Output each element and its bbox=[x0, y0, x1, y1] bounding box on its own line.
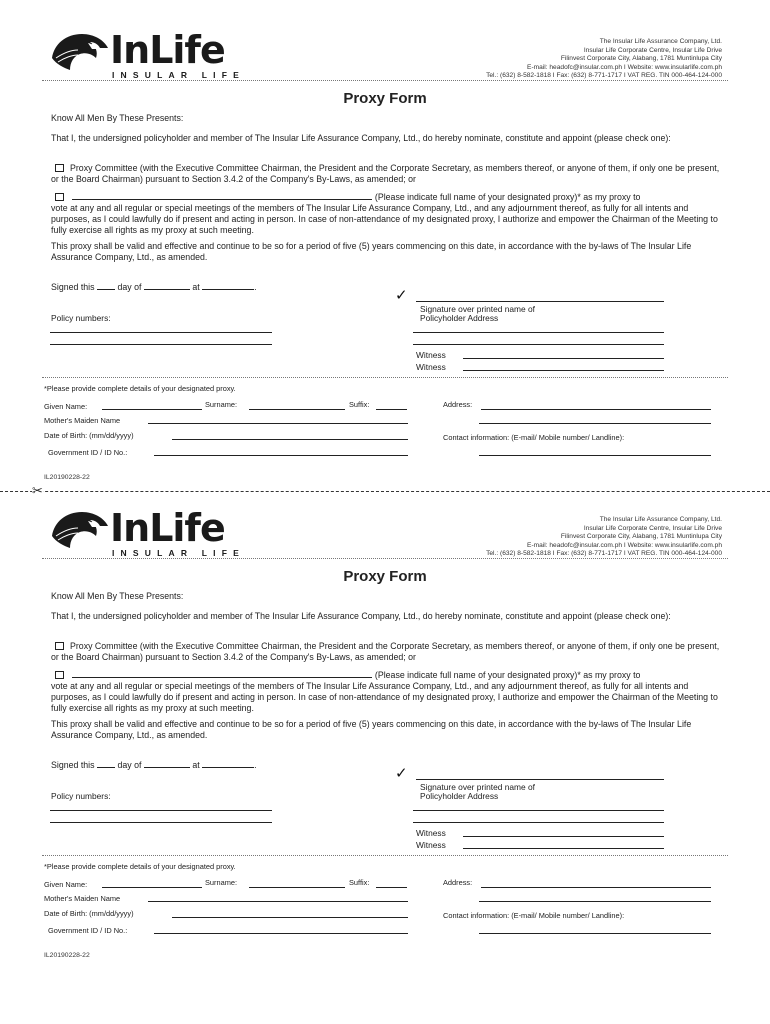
footnote: *Please provide complete details of your designated proxy. bbox=[44, 862, 236, 871]
witness-label-2: Witness bbox=[416, 362, 446, 372]
suffix-field[interactable] bbox=[376, 409, 407, 410]
option-designated-proxy bbox=[51, 670, 721, 714]
header-divider bbox=[42, 558, 728, 559]
logo-subtitle: INSULAR LIFE bbox=[112, 70, 245, 80]
appoint-text: That I, the undersigned policyholder and member of The Insular Life Assurance Company, Ltd., do hereby nominate, constitute and appoint (please check one): bbox=[51, 611, 671, 621]
header-divider bbox=[42, 80, 728, 81]
witness-field-1[interactable] bbox=[463, 358, 664, 359]
proxy-name-field[interactable] bbox=[72, 192, 372, 200]
day-field[interactable] bbox=[97, 282, 115, 290]
policy-number-field-1[interactable] bbox=[50, 810, 272, 811]
proxy-committee-checkbox[interactable] bbox=[55, 642, 64, 650]
address-field-2[interactable] bbox=[413, 344, 664, 345]
suffix-field[interactable] bbox=[376, 887, 407, 888]
gov-id-field[interactable] bbox=[154, 933, 408, 934]
maiden-name-label: Mother's Maiden Name bbox=[44, 894, 121, 903]
eagle-icon bbox=[48, 28, 110, 74]
signed-line bbox=[51, 760, 721, 771]
signature-field[interactable] bbox=[416, 779, 664, 780]
gov-id-label: Government ID / ID No.: bbox=[48, 926, 128, 935]
surname-label: Surname: bbox=[205, 400, 238, 409]
signed-at-label: at bbox=[192, 282, 200, 292]
witness-field-2[interactable] bbox=[463, 370, 664, 371]
maiden-name-field[interactable] bbox=[148, 901, 408, 902]
company-contact: E-mail: headofc@insular.com.ph I Website: www.insularlife.com.ph bbox=[527, 63, 722, 71]
proxy-form-top bbox=[0, 14, 770, 492]
signature-label: Signature over printed name of bbox=[420, 304, 535, 314]
validity-text: This proxy shall be valid and effective and continue to be so for a period of five (5) years commencing on this date, in accordance with the by-laws of The Insular Life Assurance Company, Ltd., as amended. bbox=[51, 241, 692, 262]
proxy-form-bottom bbox=[0, 492, 770, 970]
company-building: Insular Life Corporate Centre, Insular Life Drive bbox=[583, 524, 722, 532]
form-code: IL20190228-22 bbox=[44, 952, 90, 959]
designated-proxy-checkbox[interactable] bbox=[55, 193, 64, 201]
gov-id-field[interactable] bbox=[154, 455, 408, 456]
witness-field-1[interactable] bbox=[463, 836, 664, 837]
witness-label-1: Witness bbox=[416, 828, 446, 838]
proxy-address-field[interactable] bbox=[481, 887, 711, 888]
form-title: Proxy Form bbox=[343, 568, 427, 585]
section-divider bbox=[42, 855, 728, 856]
policyholder-address-label: Policyholder Address bbox=[420, 791, 499, 801]
signature-label: Signature over printed name of bbox=[420, 782, 535, 792]
gov-id-label: Government ID / ID No.: bbox=[48, 448, 128, 457]
contact-label: Contact information: (E-mail/ Mobile number/ Landline): bbox=[443, 433, 625, 442]
eagle-icon bbox=[48, 506, 110, 552]
address-label: Address: bbox=[443, 400, 473, 409]
dob-field[interactable] bbox=[172, 439, 408, 440]
form-code: IL20190228-22 bbox=[44, 474, 90, 481]
option-designated-proxy bbox=[51, 192, 721, 236]
maiden-name-field[interactable] bbox=[148, 423, 408, 424]
option-2-suffix: (Please indicate full name of your designated proxy)* as my proxy to bbox=[374, 670, 641, 680]
option-proxy-committee bbox=[51, 641, 721, 663]
option-2-suffix: (Please indicate full name of your designated proxy)* as my proxy to bbox=[374, 192, 641, 202]
company-contact: E-mail: headofc@insular.com.ph I Website: www.insularlife.com.ph bbox=[527, 541, 722, 549]
option-2-text: vote at any and all regular or special meetings of the members of The Insular Life Assurance Company, Ltd., and any adjournment thereof, as fully for all intents and purposes, as I could lawfully do if present and acting in person. In case of non-attendance of my designated proxy, I authorize and empower the Chairman of the Meeting to fully exercise all rights as my proxy at such meeting. bbox=[51, 203, 718, 235]
address-field-1[interactable] bbox=[413, 332, 664, 333]
checkmark-icon: ✓ bbox=[395, 765, 408, 782]
intro-text: Know All Men By These Presents: bbox=[51, 113, 184, 123]
signed-prefix: Signed this bbox=[51, 282, 95, 292]
address-label: Address: bbox=[443, 878, 473, 887]
contact-field[interactable] bbox=[479, 933, 711, 934]
address-field-2[interactable] bbox=[413, 822, 664, 823]
suffix-label: Suffix: bbox=[349, 400, 370, 409]
day-field[interactable] bbox=[97, 760, 115, 768]
policy-number-field-1[interactable] bbox=[50, 332, 272, 333]
company-city: Filinvest Corporate City, Alabang, 1781 Muntinlupa City bbox=[560, 55, 722, 62]
company-address-block bbox=[486, 516, 722, 559]
company-address-block bbox=[486, 38, 722, 81]
company-name: The Insular Life Assurance Company, Ltd. bbox=[599, 516, 722, 523]
option-proxy-committee bbox=[51, 163, 721, 185]
inlife-logo bbox=[48, 28, 248, 88]
signed-end: . bbox=[254, 282, 257, 292]
surname-label: Surname: bbox=[205, 878, 238, 887]
intro-text: Know All Men By These Presents: bbox=[51, 591, 184, 601]
company-name: The Insular Life Assurance Company, Ltd. bbox=[599, 38, 722, 45]
option-2-text: vote at any and all regular or special meetings of the members of The Insular Life Assurance Company, Ltd., and any adjournment thereof, as fully for all intents and purposes, as I could lawfully do if present and acting in person. In case of non-attendance of my designated proxy, I authorize and empower the Chairman of the Meeting to fully exercise all rights as my proxy at such meeting. bbox=[51, 681, 718, 713]
dob-label: Date of Birth: (mm/dd/yyyy) bbox=[44, 909, 134, 918]
company-tel: Tel.: (632) 8-582-1818 I Fax: (632) 8-771-1717 I VAT REG. TIN 000-464-124-000 bbox=[486, 550, 722, 557]
logo-subtitle: INSULAR LIFE bbox=[112, 548, 245, 558]
dob-field[interactable] bbox=[172, 917, 408, 918]
signed-prefix: Signed this bbox=[51, 760, 95, 770]
given-name-field[interactable] bbox=[102, 887, 202, 888]
month-field[interactable] bbox=[144, 760, 190, 768]
month-field[interactable] bbox=[144, 282, 190, 290]
witness-field-2[interactable] bbox=[463, 848, 664, 849]
signed-line bbox=[51, 282, 721, 293]
policy-numbers-label: Policy numbers: bbox=[51, 791, 111, 801]
signed-at-label: at bbox=[192, 760, 200, 770]
validity-text: This proxy shall be valid and effective and continue to be so for a period of five (5) years commencing on this date, in accordance with the by-laws of The Insular Life Assurance Company, Ltd., as amended. bbox=[51, 719, 692, 740]
proxy-name-field[interactable] bbox=[72, 670, 372, 678]
dob-label: Date of Birth: (mm/dd/yyyy) bbox=[44, 431, 134, 440]
proxy-committee-checkbox[interactable] bbox=[55, 164, 64, 172]
given-name-field[interactable] bbox=[102, 409, 202, 410]
given-name-label: Given Name: bbox=[44, 402, 88, 411]
logo-wordmark: InLife bbox=[110, 506, 225, 550]
form-title: Proxy Form bbox=[343, 90, 427, 107]
signed-end: . bbox=[254, 760, 257, 770]
address-field-1[interactable] bbox=[413, 810, 664, 811]
contact-field[interactable] bbox=[479, 455, 711, 456]
contact-label: Contact information: (E-mail/ Mobile number/ Landline): bbox=[443, 911, 625, 920]
signature-field[interactable] bbox=[416, 301, 664, 302]
policyholder-address-label: Policyholder Address bbox=[420, 313, 499, 323]
proxy-address-field-2[interactable] bbox=[479, 423, 711, 424]
designated-proxy-checkbox[interactable] bbox=[55, 671, 64, 679]
company-tel: Tel.: (632) 8-582-1818 I Fax: (632) 8-771-1717 I VAT REG. TIN 000-464-124-000 bbox=[486, 72, 722, 79]
policy-numbers-label: Policy numbers: bbox=[51, 313, 111, 323]
surname-field[interactable] bbox=[249, 887, 345, 888]
policy-number-field-2[interactable] bbox=[50, 344, 272, 345]
signed-day-label: day of bbox=[117, 760, 142, 770]
proxy-address-field[interactable] bbox=[481, 409, 711, 410]
given-name-label: Given Name: bbox=[44, 880, 88, 889]
inlife-logo bbox=[48, 506, 248, 566]
place-field[interactable] bbox=[202, 760, 257, 770]
footnote: *Please provide complete details of your designated proxy. bbox=[44, 384, 236, 393]
surname-field[interactable] bbox=[249, 409, 345, 410]
checkmark-icon: ✓ bbox=[395, 287, 408, 304]
maiden-name-label: Mother's Maiden Name bbox=[44, 416, 121, 425]
option-1-text: Proxy Committee (with the Executive Committee Chairman, the President and the Corporate Secretary, as members thereof, or anyone of them, if only one be present, or the Board Chairman) pursuant to Section 3.4.2 of the Company's By-Laws, as amended; or bbox=[51, 641, 720, 662]
option-1-text: Proxy Committee (with the Executive Committee Chairman, the President and the Corporate Secretary, as members thereof, or anyone of them, if only one be present, or the Board Chairman) pursuant to Section 3.4.2 of the Company's By-Laws, as amended; or bbox=[51, 163, 720, 184]
section-divider bbox=[42, 377, 728, 378]
company-building: Insular Life Corporate Centre, Insular Life Drive bbox=[583, 46, 722, 54]
signed-day-label: day of bbox=[117, 282, 142, 292]
logo-wordmark: InLife bbox=[110, 28, 225, 72]
suffix-label: Suffix: bbox=[349, 878, 370, 887]
place-field[interactable] bbox=[202, 282, 257, 292]
proxy-address-field-2[interactable] bbox=[479, 901, 711, 902]
appoint-text: That I, the undersigned policyholder and member of The Insular Life Assurance Company, Ltd., do hereby nominate, constitute and appoint (please check one): bbox=[51, 133, 671, 143]
witness-label-2: Witness bbox=[416, 840, 446, 850]
witness-label-1: Witness bbox=[416, 350, 446, 360]
policy-number-field-2[interactable] bbox=[50, 822, 272, 823]
company-city: Filinvest Corporate City, Alabang, 1781 Muntinlupa City bbox=[560, 533, 722, 540]
scissors-icon: ✂ bbox=[32, 483, 43, 498]
